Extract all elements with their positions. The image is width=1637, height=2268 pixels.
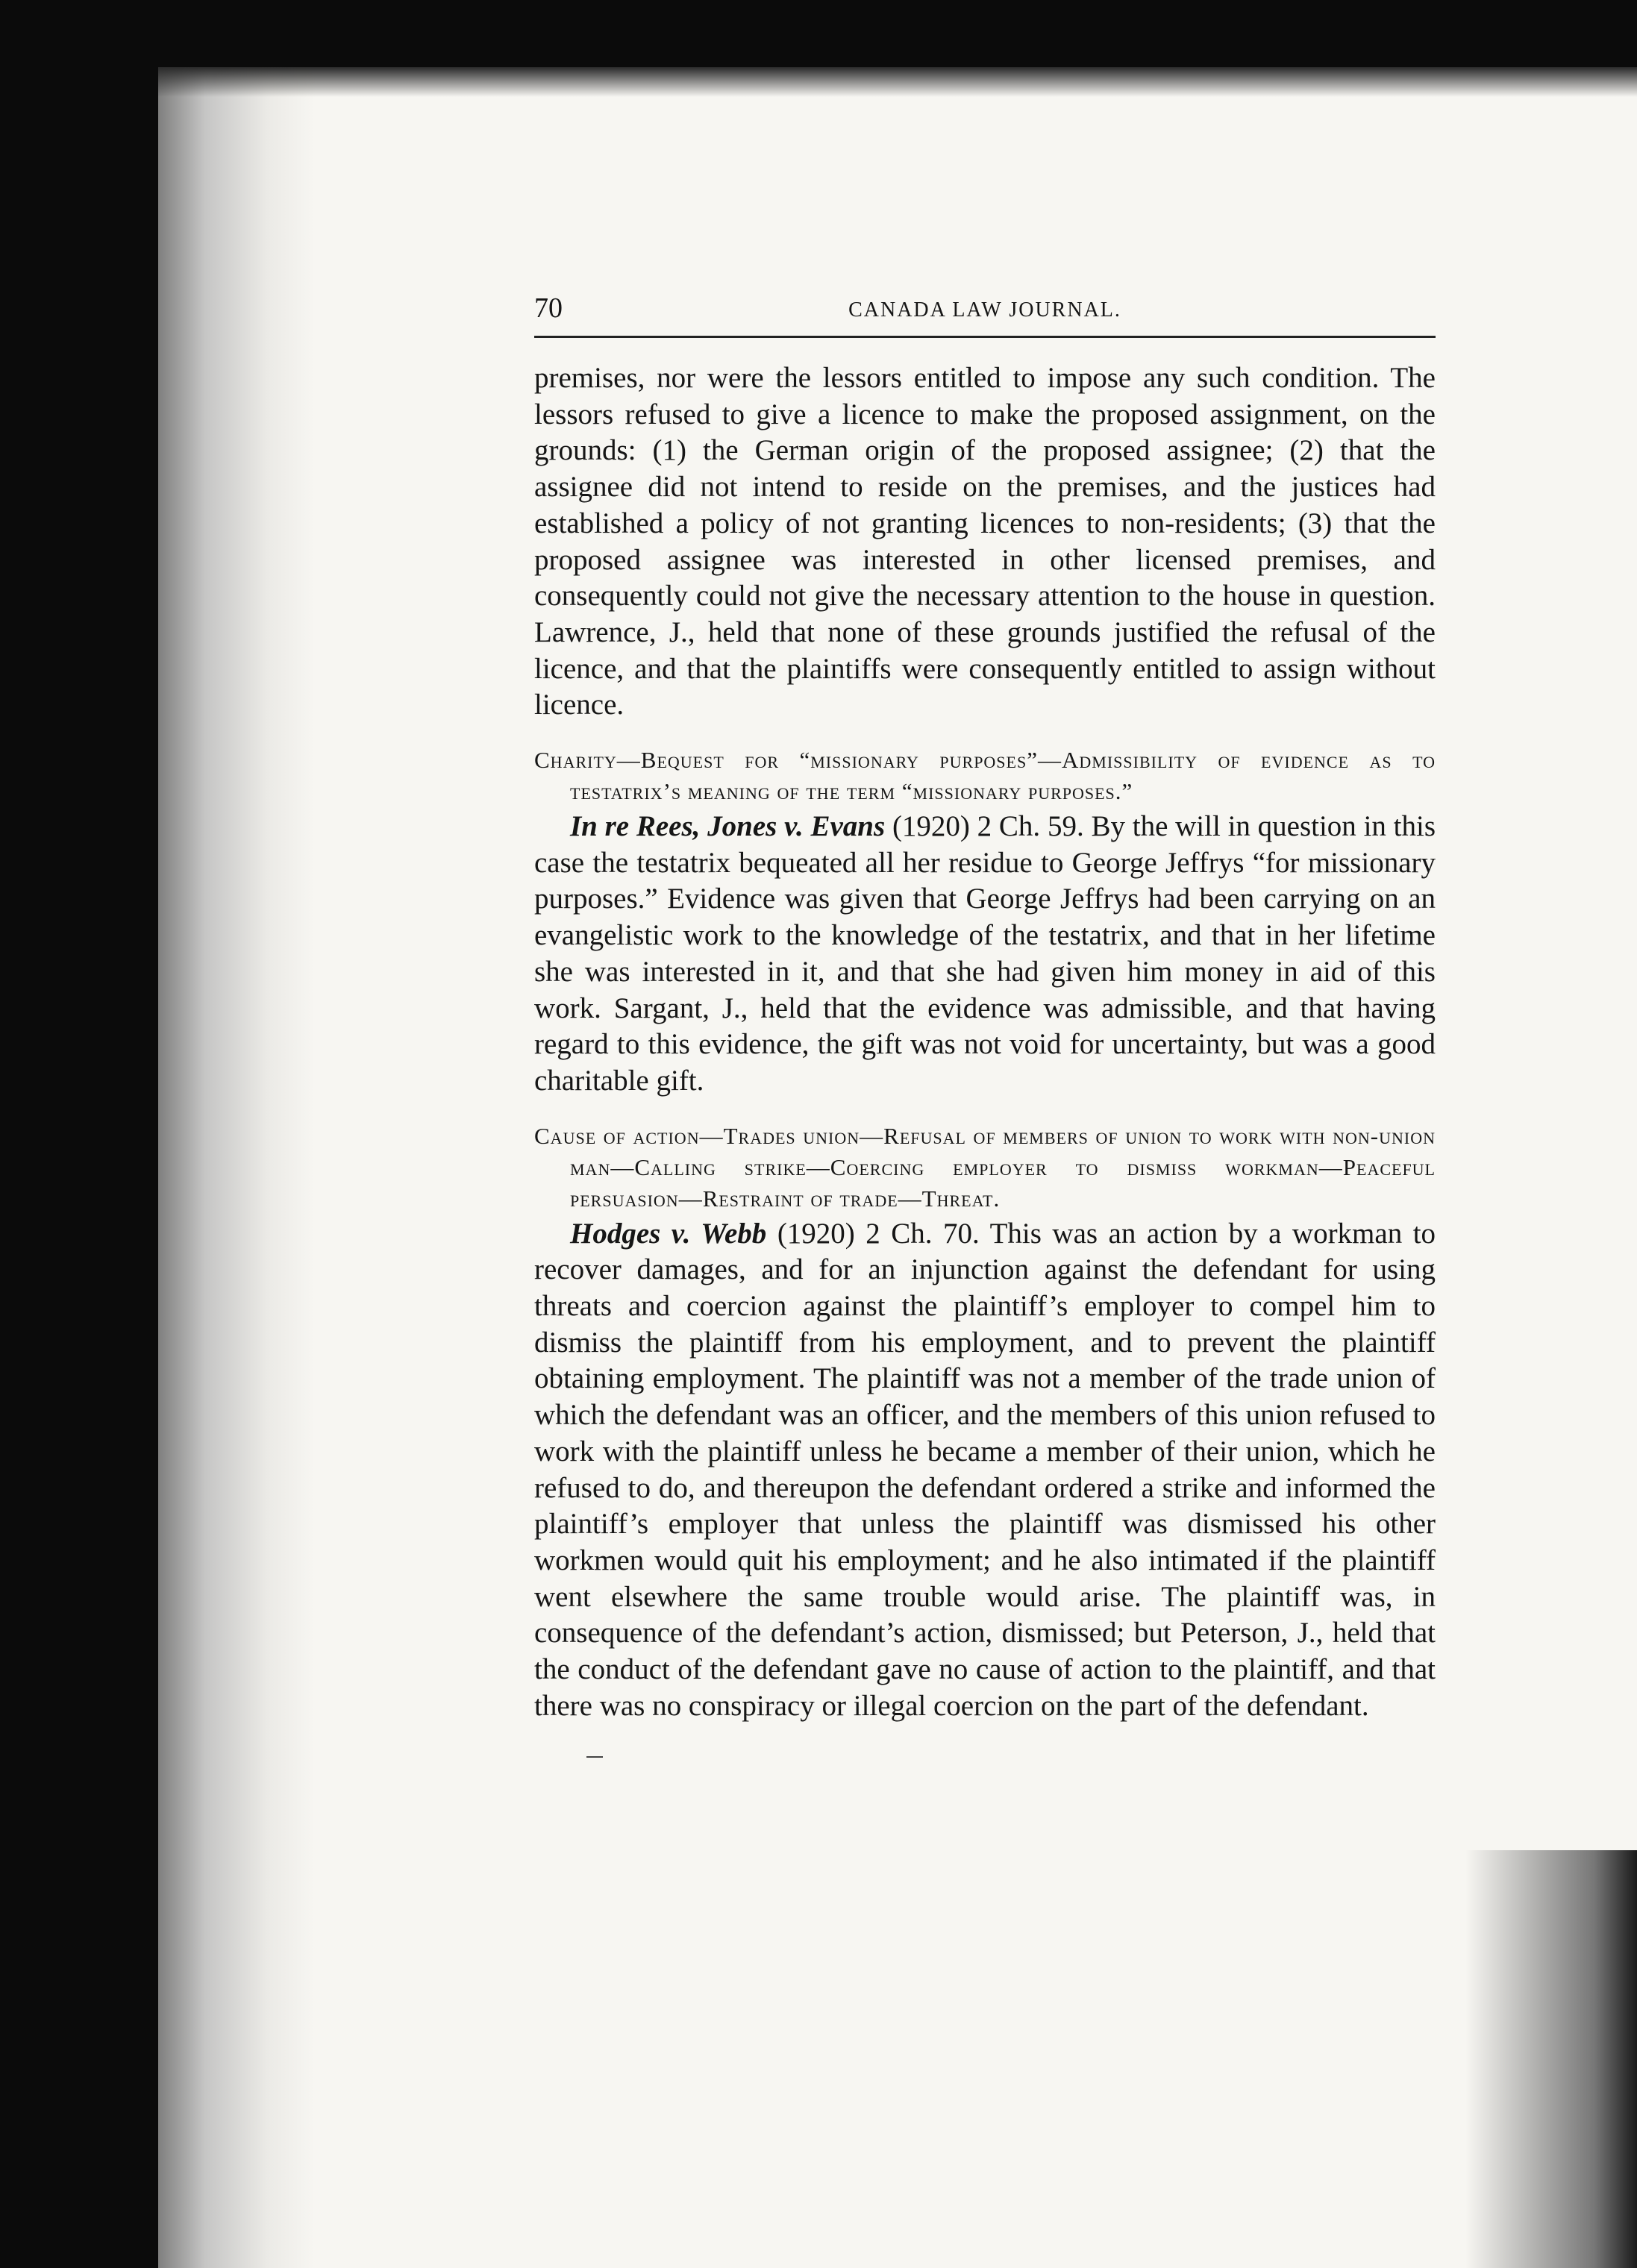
page-content — [534, 289, 1436, 1758]
section-heading-cause-of-action: Cause of action—Trades union—Refusal of members of union to work with non-union man—Calling strike—Coercing employer to dismiss workman—Peaceful persuasion—Restraint of trade—Threat. — [534, 1122, 1436, 1212]
running-head — [534, 289, 1436, 334]
case-citation: (1920) 2 Ch. 59. — [892, 810, 1084, 843]
continued-paragraph: premises, nor were the lessors entitled to impose any such condition. The lessors refused to give a licence to make the proposed assignment, on the grounds: (1) the German origin of the proposed assignee; (2) that the assignee did not intend to reside on the premises, and the justices had established a policy of not granting licences to non-residents; (3) that the proposed assignee was interested in other licensed premises, and consequently could not give the necessary attention to the house in question. Lawrence, J., held that none of these grounds justified the refusal of the licence, and that the plaintiffs were consequently entitled to assign without licence. — [534, 362, 1436, 721]
header-rule — [534, 336, 1436, 338]
journal-title: CANADA LAW JOURNAL. — [848, 298, 1121, 322]
case-text: This was an action by a workman to recover damages, and for an injunction against the defendant for using threats and coercion against the plaintiff’s employer to compel him to dismiss the plaintiff from his employment, and to prevent the plaintiff obtaining employment. The plaintiff was not a member of the trade union of which the defendant was an officer, and the members of this union refused to work with the plaintiff unless he became a member of their union, which he refused to do, and thereupon the defendant ordered a strike and informed the plaintiff’s employer that unless the plaintiff was dismissed his other workmen would quit his employment; and he also intimated if the plaintiff went elsewhere the same trouble would arise. The plaintiff was, in consequence of the defendant’s action, dismissed; but Peterson, J., held that the conduct of the defendant gave no cause of action to the plaintiff, and that there was no conspiracy or illegal coercion on the part of the defendant. — [534, 1217, 1436, 1722]
corner-shadow — [1465, 1850, 1637, 2268]
top-edge-shadow — [158, 67, 1637, 97]
case-text: By the will in question in this case the testatrix bequeated all her residue to George Jeffrys “for missionary purposes.” Evidence was given that George Jeffrys had been carrying on an evangelistic work to the knowledge of the testatrix, and that in her lifetime she was interested in it, and that she had given him money in aid of this work. Sargant, J., held that the evidence was admissible, and that having regard to this evidence, the gift was not void for uncertainty, but was a good charitable gift. — [534, 810, 1436, 1097]
case-citation: (1920) 2 Ch. 70. — [777, 1217, 980, 1250]
case-name: In re Rees, Jones v. Evans — [570, 810, 886, 843]
binding-shadow — [158, 67, 315, 2268]
page-number: 70 — [534, 292, 563, 324]
section-heading-charity: Charity—Bequest for “missionary purposes”—Admissibility of evidence as to testatrix’s meaning of the term “missionary purposes.” — [534, 747, 1436, 805]
section-body-cause-of-action — [534, 1216, 1436, 1725]
section-body-charity — [534, 809, 1436, 1100]
end-mark — [586, 1756, 603, 1758]
case-name: Hodges v. Webb — [570, 1217, 767, 1250]
